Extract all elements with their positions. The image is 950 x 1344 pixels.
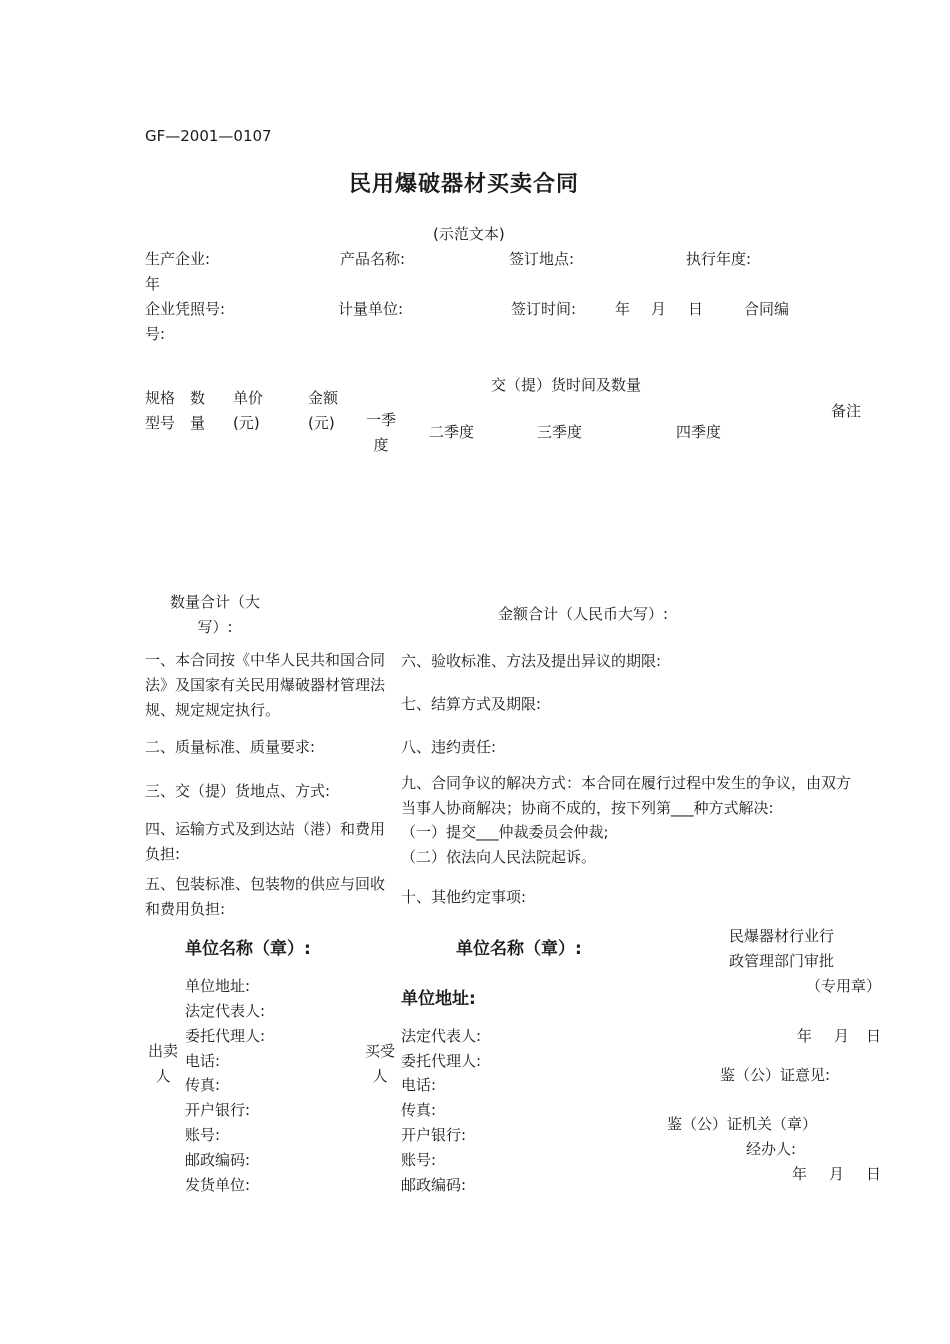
unit-measure-label: 计量单位: (338, 300, 404, 318)
form-code: GF—2001—0107 (145, 127, 272, 145)
buyer-address: 单位地址: (401, 989, 476, 1009)
clause-10: 十、其他约定事项: (401, 888, 527, 906)
notary-handler: 经办人: (746, 1140, 797, 1158)
sign-year: 年 (615, 300, 631, 318)
col-q1: 一季度 (365, 411, 396, 454)
buyer-legal-rep: 法定代表人: (401, 1027, 482, 1045)
clause-4: 四、运输方式及到达站（港）和费用负担: (145, 820, 386, 863)
col-q4: 四季度 (676, 423, 722, 441)
amount-total-label: 金额合计（人民币大写）: (498, 605, 669, 623)
buyer-bank: 开户银行: (401, 1126, 467, 1144)
notary-opinion: 鉴（公）证意见: (720, 1066, 831, 1084)
clause-7: 七、结算方式及期限: (401, 695, 542, 713)
exec-year-suffix: 年 (145, 275, 161, 293)
sign-day: 日 (688, 300, 704, 318)
clause-9-cont: 当事人协商解决；协商不成的，按下列第___种方式解决: (401, 799, 774, 817)
authority-year: 年 (797, 1027, 813, 1045)
col-qty: 数量 (190, 389, 206, 432)
seller-agent: 委托代理人: (185, 1027, 266, 1045)
qty-total-label: 数量合计（大写）: (169, 593, 260, 636)
notary-year: 年 (792, 1165, 808, 1183)
clause-9-option-2: （二）依法向人民法院起诉。 (401, 848, 597, 866)
notary-month: 月 (829, 1165, 845, 1183)
buyer-agent: 委托代理人: (401, 1052, 482, 1070)
seller-postcode: 邮政编码: (185, 1151, 251, 1169)
buyer-fax: 传真: (401, 1101, 437, 1119)
exec-year-label: 执行年度: (686, 250, 752, 268)
authority-seal: （专用章） (806, 977, 882, 995)
seller-fax: 传真: (185, 1076, 221, 1094)
clause-9-option-1: （一）提交___仲裁委员会仲裁; (401, 823, 609, 841)
document-subtitle: (示范文本) (433, 225, 505, 243)
producer-label: 生产企业: (145, 250, 211, 268)
clause-1: 一、本合同按《中华人民共和国合同法》及国家有关民用爆破器材管理法规、规定规定执行。 (145, 651, 386, 719)
seller-account: 账号: (185, 1126, 221, 1144)
license-no-label: 企业凭照号: (145, 300, 226, 318)
clause-8: 八、违约责任: (401, 738, 497, 756)
sign-time-label: 签订时间: (511, 300, 577, 318)
seller-bank: 开户银行: (185, 1101, 251, 1119)
seller-role: 出卖人 (147, 1042, 178, 1085)
contract-no-label: 合同编 (744, 300, 790, 318)
authority-month: 月 (834, 1027, 850, 1045)
delivery-header: 交（提）货时间及数量 (491, 376, 642, 394)
col-q3: 三季度 (537, 423, 583, 441)
clause-9: 九、合同争议的解决方式：本合同在履行过程中发生的争议，由双方 (401, 774, 852, 792)
seller-unit-name: 单位名称（章）: (185, 939, 311, 959)
seller-address: 单位地址: (185, 977, 251, 995)
product-name-label: 产品名称: (340, 250, 406, 268)
clause-6: 六、验收标准、方法及提出异议的期限: (401, 652, 662, 670)
document-title: 民用爆破器材买卖合同 (349, 172, 580, 197)
clause-3: 三、交（提）货地点、方式: (145, 782, 331, 800)
buyer-postcode: 邮政编码: (401, 1176, 467, 1194)
col-q2: 二季度 (429, 423, 475, 441)
col-remark: 备注 (831, 402, 862, 420)
sign-month: 月 (651, 300, 667, 318)
notary-org: 鉴（公）证机关（章） (667, 1115, 818, 1133)
contract-no-label-cont: 号: (145, 325, 166, 343)
notary-day: 日 (866, 1165, 882, 1183)
authority-day: 日 (866, 1027, 882, 1045)
clause-2: 二、质量标准、质量要求: (145, 738, 316, 756)
buyer-unit-name: 单位名称（章）: (456, 939, 582, 959)
buyer-role: 买受人 (364, 1042, 395, 1085)
seller-legal-rep: 法定代表人: (185, 1002, 266, 1020)
seller-ship-unit: 发货单位: (185, 1176, 251, 1194)
authority-line-2: 政管理部门审批 (729, 952, 835, 970)
sign-place-label: 签订地点: (509, 250, 575, 268)
buyer-phone: 电话: (401, 1076, 437, 1094)
seller-phone: 电话: (185, 1052, 221, 1070)
buyer-account: 账号: (401, 1151, 437, 1169)
col-amount: 金额(元) (308, 389, 339, 432)
col-spec: 规格型号 (145, 389, 176, 432)
authority-line-1: 民爆器材行业行 (729, 927, 835, 945)
clause-5: 五、包装标准、包装物的供应与回收和费用负担: (145, 875, 386, 918)
col-unit-price: 单价(元) (233, 389, 264, 432)
